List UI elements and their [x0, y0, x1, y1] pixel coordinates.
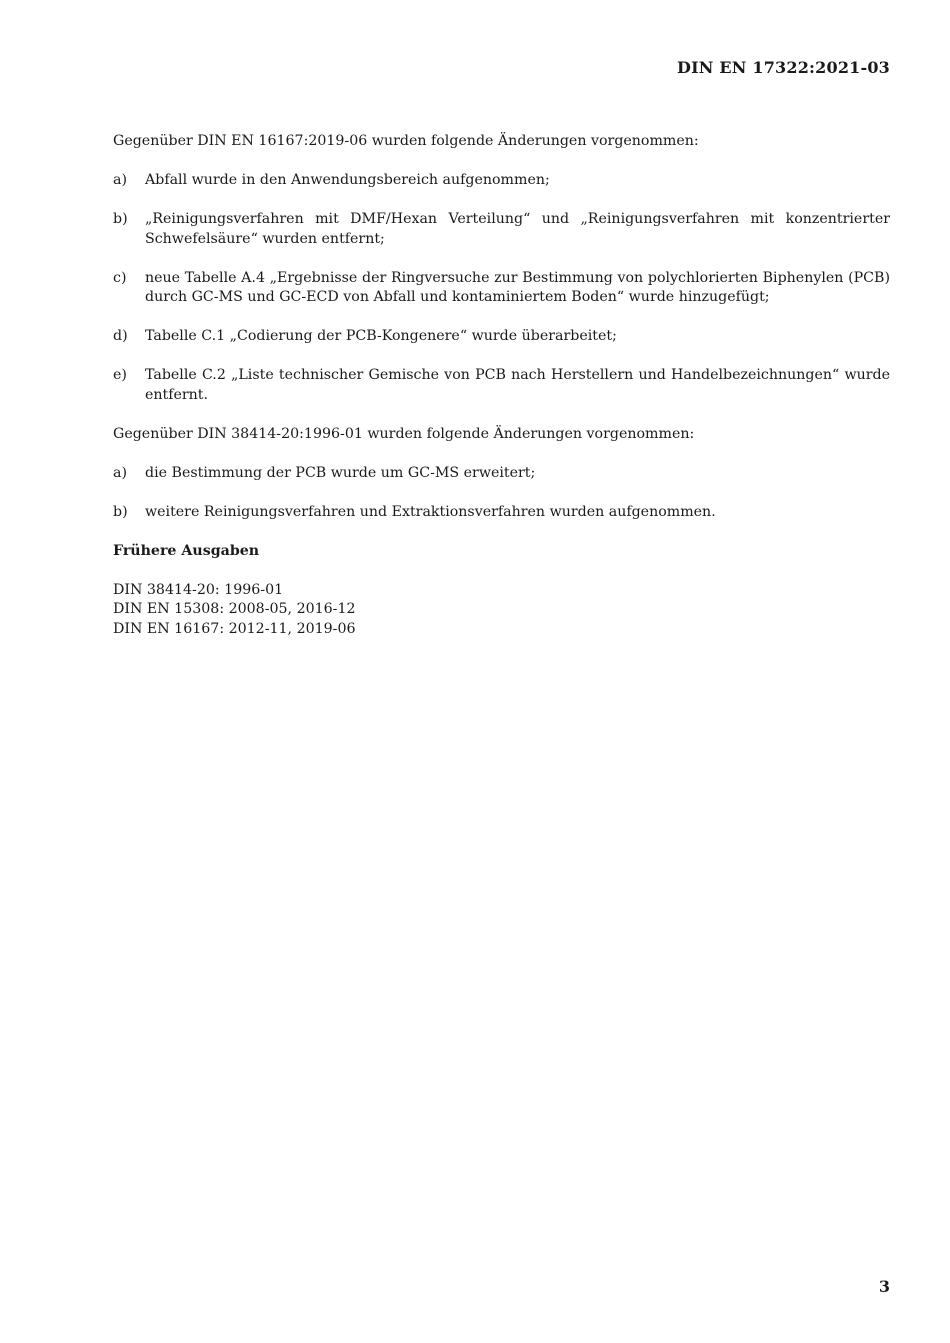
list-item [113, 327, 890, 347]
list-item-letter: b) [113, 503, 128, 520]
changes-intro-2: Gegenüber DIN 38414-20:1996-01 wurden folgende Änderungen vorgenommen: [113, 425, 695, 442]
list-item-text: Tabelle C.1 „Codierung der PCB-Kongenere“ wurde überarbeitet; [145, 328, 617, 344]
edition-line: DIN 38414-20: 1996-01 [113, 581, 284, 598]
list-item-text: „Reinigungsverfahren mit DMF/Hexan Verteilung“ und „Reinigungsverfahren mit konzentrierter Schwefelsäure“ wurden entfernt; [145, 211, 890, 247]
page-number: 3 [878, 1277, 890, 1296]
list-item-text: weitere Reinigungsverfahren und Extraktionsverfahren wurden aufgenommen. [145, 503, 716, 520]
previous-editions-heading: Frühere Ausgaben [113, 542, 260, 559]
document-id-header: DIN EN 17322:2021-03 [677, 58, 890, 77]
list-item [113, 366, 890, 405]
list-item-text: neue Tabelle A.4 „Ergebnisse der Ringversuche zur Bestimmung von polychlorierten Biphenylen (PCB) durch GC-MS und GC-ECD von Abfall und kontaminiertem Boden“ wurde hinzugefügt; [145, 269, 890, 305]
changes-intro-1: Gegenüber DIN EN 16167:2019-06 wurden folgende Änderungen vorgenommen: [113, 133, 699, 149]
list-item-letter: e) [113, 367, 127, 383]
list-item-text: die Bestimmung der PCB wurde um GC-MS erweitert; [145, 464, 536, 481]
list-item [113, 210, 890, 249]
list-item-letter: c) [113, 269, 127, 286]
document-body [113, 132, 890, 639]
list-item-letter: a) [113, 172, 127, 188]
list-item [113, 171, 890, 191]
list-item-letter: b) [113, 211, 128, 227]
list-item-text: Tabelle C.2 „Liste technischer Gemische von PCB nach Herstellern und Handelbezeichnungen“ wurde entfernt. [145, 367, 890, 403]
edition-line: DIN EN 16167: 2012-11, 2019-06 [113, 620, 356, 637]
list-item-letter: d) [113, 328, 128, 344]
changes-list-2 [113, 464, 890, 523]
list-item [113, 269, 890, 308]
list-item [113, 464, 890, 484]
previous-editions-list [113, 581, 890, 640]
list-item-text: Abfall wurde in den Anwendungsbereich aufgenommen; [145, 172, 550, 188]
edition-line: DIN EN 15308: 2008-05, 2016-12 [113, 601, 356, 617]
changes-list-1 [113, 171, 890, 405]
list-item-letter: a) [113, 464, 127, 481]
list-item [113, 503, 890, 523]
